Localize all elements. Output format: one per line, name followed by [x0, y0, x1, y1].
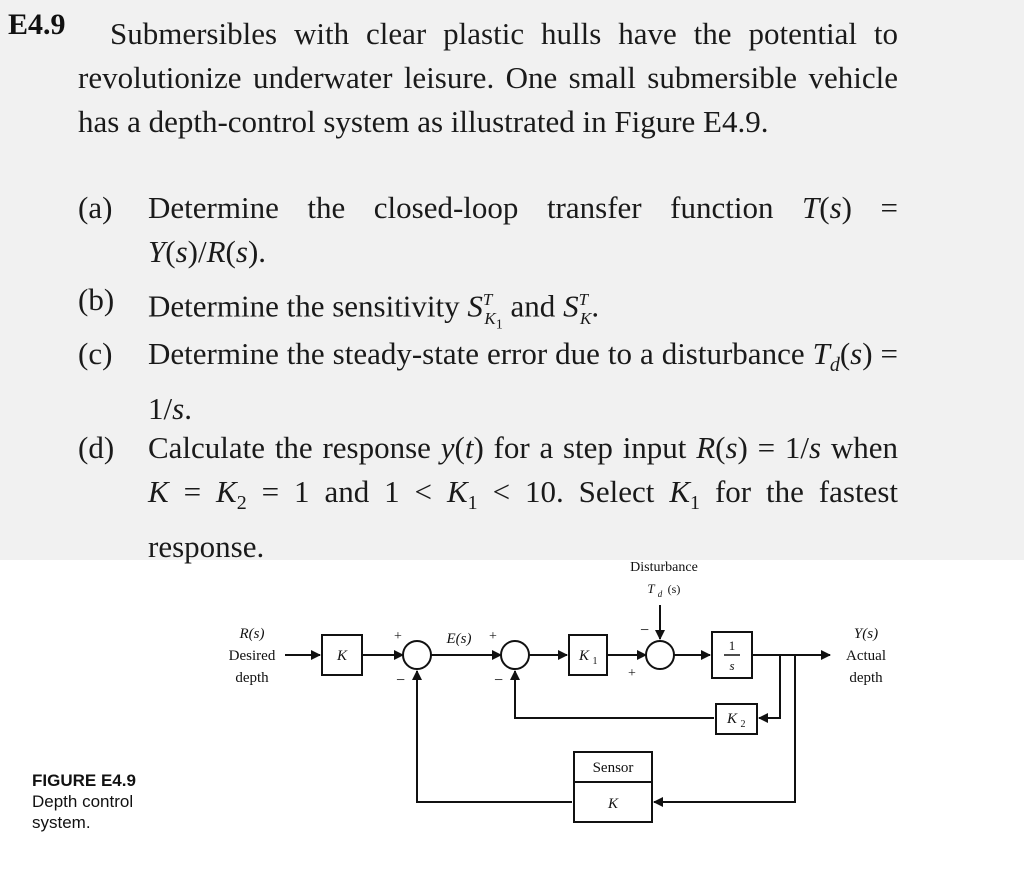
part-b-label: (b): [78, 282, 115, 317]
disturbance-label: Disturbance: [630, 560, 698, 575]
integrator-denominator: s: [729, 658, 735, 673]
disturbance-signal-label: T: [647, 581, 655, 596]
disturbance-signal-arg: (s): [667, 582, 681, 596]
output-signal-label: Y(s): [853, 626, 879, 642]
input-desc-2: depth: [235, 670, 269, 686]
part-c-text: Determine the steady-state error due to a disturbance $T_d(s) = 1/s$.: [148, 336, 898, 427]
k2-block-subscript: 2: [740, 719, 746, 730]
k2-block-label: K: [726, 711, 738, 727]
sum3-plus-sign: +: [628, 666, 636, 681]
problem-number: E4.9: [8, 8, 66, 41]
sensor-block-label: K: [607, 796, 619, 812]
k1-block-subscript: 1: [592, 656, 598, 667]
integrator-numerator: 1: [728, 638, 736, 653]
figure-title: FIGURE E4.9: [32, 771, 136, 790]
k2-to-sum2-path: [515, 671, 714, 718]
part-c-label: (c): [78, 336, 113, 371]
sum1-plus-sign: +: [394, 629, 402, 644]
sensor-to-sum1-path: [417, 671, 572, 802]
summing-junction-1: [403, 641, 431, 669]
sum2-plus-sign: +: [489, 629, 497, 644]
input-desc-1: Desired: [228, 648, 276, 664]
k2-feedback-path: [759, 655, 780, 718]
k1-block-label: K: [578, 648, 590, 664]
disturbance-signal-subscript: d: [657, 589, 663, 599]
gain-block-label: K: [336, 648, 348, 664]
output-desc-1: Actual: [846, 648, 886, 664]
part-c: [78, 332, 898, 431]
sum3-minus-sign: −: [640, 622, 650, 639]
output-desc-2: depth: [849, 670, 883, 686]
sum1-minus-sign: −: [396, 672, 406, 689]
part-a: [78, 186, 898, 274]
sum2-minus-sign: −: [494, 672, 504, 689]
part-d: [78, 426, 898, 569]
block-diagram: [0, 555, 1024, 855]
figure-description: Depth control system.: [32, 792, 134, 832]
sensor-label: Sensor: [592, 760, 634, 776]
problem-statement: Submersibles with clear plastic hulls have the potential to revolutionize underwater leisure. One small submersible vehicle has a depth-control system as illustrated in Figure E4.9.: [78, 16, 898, 139]
summing-junction-3: [646, 641, 674, 669]
part-d-label: (d): [78, 430, 115, 465]
summing-junction-2: [501, 641, 529, 669]
part-b-text: Determine the sensitivity $S^T_{K_1}$ and $S^T_K$.: [148, 288, 600, 332]
part-d-text: Calculate the response y(t) for a step input R(s) = 1/s when $K = K_2 = 1$ and $1 < K_1 < 10$. Select $K_1$ for the fastest response.: [148, 430, 898, 565]
input-signal-label: R(s): [239, 626, 265, 642]
error-signal-label: E(s): [446, 631, 472, 647]
part-a-label: (a): [78, 190, 113, 225]
part-a-text: Determine the closed-loop transfer function T(s) = Y(s)/R(s).: [148, 190, 898, 269]
